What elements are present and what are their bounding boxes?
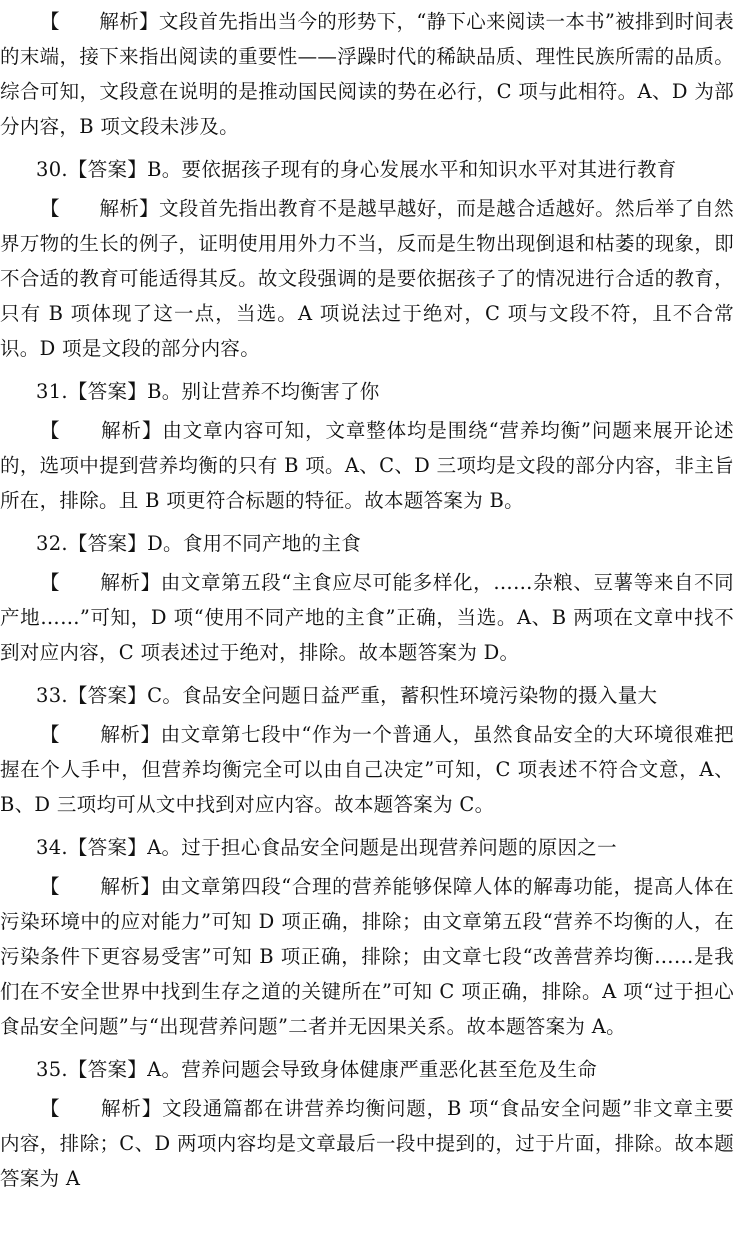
analysis-paragraph-32: 【 解析】由文章第五段“主食应尽可能多样化，……杂粮、豆薯等来自不同产地……”可知，D 项“使用不同产地的主食”正确，当选。A、B 两项在文章中找不到对应内容，C 项表述过于绝对，排除。故本题答案为 D。 [0,571,734,664]
analysis-paragraph-31: 【 解析】由文章内容可知，文章整体均是围绕“营养均衡”问题来展开论述的，选项中提到营养均衡的只有 B 项。A、C、D 三项均是文段的部分内容，非主旨所在，排除。且 B 项更符合标题的特征。故本题答案为 B。 [0,419,734,512]
answer-line-32: 32.【答案】D。食用不同产地的主食 [36,532,362,555]
answer-line-35: 35.【答案】A。营养问题会导致身体健康严重恶化甚至危及生命 [36,1058,598,1081]
answer-line-33: 33.【答案】C。食品安全问题日益严重，蓄积性环境污染物的摄入量大 [36,684,658,707]
analysis-paragraph-33: 【 解析】由文章第七段中“作为一个普通人，虽然食品安全的大环境很难把握在个人手中，但营养均衡完全可以由自己决定”可知，C 项表述不符合文意，A、B、D 三项均可从文中找到对应内容。故本题答案为 C。 [0,723,734,816]
answer-line-34: 34.【答案】A。过于担心食品安全问题是出现营养问题的原因之一 [36,836,617,859]
answer-line-31: 31.【答案】B。别让营养不均衡害了你 [36,380,380,403]
analysis-paragraph-34: 【 解析】由文章第四段“合理的营养能够保障人体的解毒功能，提高人体在污染环境中的应对能力”可知 D 项正确，排除；由文章第五段“营养不均衡的人，在污染条件下更容易受害”可知 B 项正确，排除；由文章七段“改善营养均衡……是我们在不安全世界中找到生存之道的关键所在”可知 C 项正确，排除。A 项“过于担心食品安全问题”与“出现营养问题”二者并无因果关系。故本题答案为 A。 [0,875,734,1038]
answer-line-30: 30.【答案】B。要依据孩子现有的身心发展水平和知识水平对其进行教育 [36,158,677,181]
analysis-paragraph-30: 【 解析】文段首先指出教育不是越早越好，而是越合适越好。然后举了自然界万物的生长的例子，证明使用用外力不当，反而是生物出现倒退和枯萎的现象，即不合适的教育可能适得其反。故文段强调的是要依据孩子了的情况进行合适的教育，只有 B 项体现了这一点，当选。A 项说法过于绝对，C 项与文段不符，且不合常识。D 项是文段的部分内容。 [0,197,734,360]
analysis-paragraph-29: 【 解析】文段首先指出当今的形势下，“静下心来阅读一本书”被排到时间表的末端，接下来指出阅读的重要性——浮躁时代的稀缺品质、理性民族所需的品质。综合可知，文段意在说明的是推动国民阅读的势在必行，C 项与此相符。A、D 为部分内容，B 项文段未涉及。 [0,10,734,138]
analysis-paragraph-35: 【 解析】文段通篇都在讲营养均衡问题，B 项“食品安全问题”非文章主要内容，排除；C、D 两项内容均是文章最后一段中提到的，过于片面，排除。故本题答案为 A [0,1097,734,1190]
